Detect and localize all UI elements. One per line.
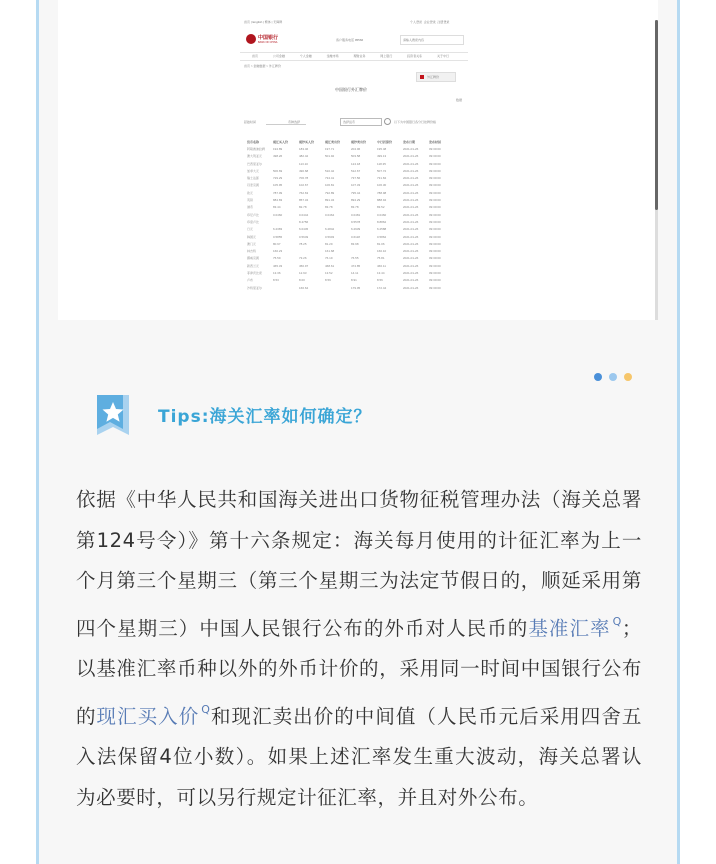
filter-value: 币种选择 xyxy=(288,120,301,124)
table-cell: 118.35 xyxy=(377,161,386,166)
table-cell: 14.11 xyxy=(351,270,359,275)
table-cell: 0.5855 xyxy=(273,234,283,239)
table-cell: 75.59 xyxy=(273,256,281,261)
table-cell: 788.98 xyxy=(377,190,387,195)
currency-select[interactable]: 选择货币 xyxy=(340,118,382,126)
divider xyxy=(240,52,468,53)
table-cell: 韩国元 xyxy=(247,234,257,239)
table-cell: 105.95 xyxy=(273,183,283,188)
divider xyxy=(240,60,468,61)
table-cell: 160.10 xyxy=(377,249,387,254)
table-cell: 73.26 xyxy=(299,256,307,261)
rates-table xyxy=(246,138,454,291)
table-cell: 09:30:00 xyxy=(429,249,441,254)
table-row xyxy=(246,262,454,269)
table-cell: 2021-01-26 xyxy=(403,183,419,188)
table-cell: 792.89 xyxy=(325,190,335,195)
table-cell: 731.84 xyxy=(377,176,387,181)
table-cell xyxy=(272,160,298,167)
table-cell: 2021-01-26 xyxy=(403,278,419,283)
table-cell: 09:30:00 xyxy=(429,212,441,217)
table-cell: 183.46 xyxy=(299,146,309,151)
table-cell: 510.42 xyxy=(325,168,335,173)
carousel-dot[interactable] xyxy=(624,373,632,381)
table-cell: 6.2939 xyxy=(351,227,361,232)
table-cell: 英镑 xyxy=(247,198,254,203)
search-input[interactable]: 请输入搜索内容 xyxy=(400,35,464,45)
table-cell: 706.78 xyxy=(299,176,309,181)
table-cell: 2021-01-26 xyxy=(403,256,419,261)
table-cell: 195.48 xyxy=(377,146,387,151)
table-cell: 09:30:00 xyxy=(429,227,441,232)
table-row xyxy=(246,160,454,167)
table-cell: 468.61 xyxy=(325,263,335,268)
main-nav[interactable]: 首页 公司金融 个人金融 金融市场 理财业务 网上银行 投资者关系 关于中行 xyxy=(252,54,450,58)
table-cell: 0.0481 xyxy=(351,212,361,217)
table-cell: 0.5903 xyxy=(325,234,335,239)
table-cell: 76.19 xyxy=(325,256,333,261)
table-cell: 466.11 xyxy=(377,263,386,268)
table-cell: 09:30:00 xyxy=(429,176,441,181)
table-cell: 729.29 xyxy=(273,176,283,181)
table-cell: 新西兰元 xyxy=(247,263,260,268)
table-cell: 482.42 xyxy=(299,154,309,159)
table-cell: 2021-01-26 xyxy=(403,176,419,181)
carousel-dot[interactable] xyxy=(594,373,602,381)
table-cell: 印度卢比 xyxy=(247,219,260,224)
table-row xyxy=(246,247,454,254)
table-header-row: 货币名称 现汇买入价 现钞买入价 现汇卖出价 现钞卖出价 中行折算价 发布日期 发布时间 xyxy=(247,139,442,144)
table-cell: 13.44 xyxy=(377,270,385,275)
table-cell: 80.97 xyxy=(273,241,281,246)
table-cell: 795.44 xyxy=(351,190,361,195)
table-cell: 巴西里亚尔 xyxy=(247,161,263,166)
benchmark-rate-link[interactable]: 基准汇率 xyxy=(528,616,611,640)
table-cell: 490.68 xyxy=(299,168,309,173)
table-row xyxy=(246,277,454,284)
table-cell: 09:30:00 xyxy=(429,190,441,195)
table-cell: 166.64 xyxy=(299,285,309,290)
table-cell xyxy=(272,218,298,225)
table-cell: 107.33 xyxy=(351,183,361,188)
table-row xyxy=(246,255,454,262)
paragraph-text: 依据《中华人民共和国海关进出口货物征税管理办法（海关总署第124号令）》第十六条规定：海关每月使用的计征汇率为上一个月第三个星期三（第三个星期三为法定节假日的，顺延采用第四个星期三）中国人民银行公布的外币对人民币的 xyxy=(76,488,642,640)
table-cell: 09:30:00 xyxy=(429,278,441,283)
table-cell: 102.67 xyxy=(299,183,309,188)
breadcrumb: 首页 > 金融数据 > 外汇牌价 xyxy=(244,64,281,68)
table-cell: 瑞士法郎 xyxy=(247,176,260,181)
table-cell: 888.94 xyxy=(377,198,387,203)
table-cell: 2021-01-26 xyxy=(403,205,419,210)
spot-buying-rate-link[interactable]: 现汇买入价 xyxy=(96,704,200,728)
table-cell: 83.78 xyxy=(325,205,333,210)
table-cell: 13.36 xyxy=(273,270,281,275)
table-cell: 194.89 xyxy=(273,146,283,151)
table-title: 中国银行外汇牌价 xyxy=(335,87,367,92)
table-cell: 501.92 xyxy=(325,154,335,159)
table-row xyxy=(246,269,454,276)
table-cell: 0.6118 xyxy=(351,234,360,239)
table-cell: 13.52 xyxy=(325,270,333,275)
table-cell: 2021-01-26 xyxy=(403,190,419,195)
table-cell: 日元 xyxy=(247,227,254,232)
table-cell: 菲律宾比索 xyxy=(247,270,263,275)
table-cell: 498.26 xyxy=(273,154,283,159)
table-cell: 197.71 xyxy=(325,146,335,151)
article-paragraph xyxy=(76,480,642,818)
carousel-dots[interactable] xyxy=(594,366,639,385)
table-cell: 0.0464 xyxy=(325,212,335,217)
table-cell: 09:30:00 xyxy=(429,154,441,159)
paragraph-text: 和现汇卖出价的中间值（人民币元后采用四舍五入法保留4位小数）。如果上述汇率发生重大波动，海关总署认为必要时，可以另行规定计征汇率，并且对外公布。 xyxy=(76,704,642,809)
table-cell: 沙特里亚尔 xyxy=(247,285,263,290)
table-row xyxy=(246,196,454,203)
table-cell: 857.34 xyxy=(299,198,309,203)
table-cell: 2021-01-26 xyxy=(403,161,419,166)
table-cell: 6.2383 xyxy=(273,227,283,232)
table-cell: 124.18 xyxy=(351,161,361,166)
table-row xyxy=(246,211,454,218)
table-cell: 2021-01-26 xyxy=(403,249,419,254)
table-cell: 81.29 xyxy=(325,241,333,246)
table-cell: 106.81 xyxy=(325,183,335,188)
table-cell: 2021-01-26 xyxy=(403,234,419,239)
table-cell: 2021-01-26 xyxy=(403,270,419,275)
table-cell: 2021-01-26 xyxy=(403,154,419,159)
table-cell: 2021-01-26 xyxy=(403,227,419,232)
table-cell xyxy=(324,284,350,291)
table-cell: 09:30:00 xyxy=(429,161,441,166)
table-cell: 81.06 xyxy=(377,241,385,246)
top-links: 首页 | English | 繁体 | 无障碍 xyxy=(244,20,283,24)
table-cell: 8.91 xyxy=(351,278,357,283)
table-cell: 澳大利亚元 xyxy=(247,154,263,159)
table-cell: 2021-01-26 xyxy=(403,168,419,173)
table-cell: 8.59 xyxy=(325,278,331,283)
table-cell: 0.5649 xyxy=(299,234,309,239)
table-cell: 09:30:00 xyxy=(429,198,441,203)
star-icon xyxy=(97,395,129,439)
table-cell: 09:30:00 xyxy=(429,270,441,275)
table-cell xyxy=(298,247,324,254)
table-row xyxy=(246,226,454,233)
update-label: 数据 xyxy=(456,98,463,102)
table-cell: 09:30:00 xyxy=(429,256,441,261)
carousel-dot[interactable] xyxy=(609,373,617,381)
table-cell: 林吉特 xyxy=(247,249,257,254)
bank-logo-icon xyxy=(246,34,256,44)
table-row xyxy=(246,240,454,247)
table-cell: 161.68 xyxy=(325,249,335,254)
top-right-links[interactable]: 个人登录 企业登录 注册登录 xyxy=(410,20,450,24)
table-cell: 09:30:00 xyxy=(429,168,441,173)
table-cell: 0.0460 xyxy=(377,212,387,217)
table-row xyxy=(246,145,454,152)
paragraph-text: ；以基准汇率币种以外的外币计价的，采用同一时间中国银行公布的 xyxy=(76,616,642,728)
table-cell: 0.0444 xyxy=(299,212,309,217)
search-icon[interactable]: Q xyxy=(612,614,622,628)
table-cell: 83.52 xyxy=(377,205,385,210)
brand-name: 中国银行 xyxy=(258,35,279,41)
table-row xyxy=(246,153,454,160)
table-row xyxy=(246,233,454,240)
brand-sub: BANK OF CHINA xyxy=(258,41,278,44)
note: 以下为中国银行各分行挂牌价格 xyxy=(394,120,437,124)
table-cell: 09:30:00 xyxy=(429,205,441,210)
table-cell: 75.81 xyxy=(377,256,385,261)
table-row xyxy=(246,182,454,189)
table-cell: 450.97 xyxy=(299,263,309,268)
table-row xyxy=(246,174,454,181)
table-cell: 6.0445 xyxy=(299,227,309,232)
table-cell: 09:30:00 xyxy=(429,263,441,268)
table-cell: 83.98 xyxy=(351,241,359,246)
table-cell: 阿联酋迪拉姆 xyxy=(247,146,266,151)
table-cell: 0.5862 xyxy=(377,234,387,239)
table-cell: 卢布 xyxy=(247,278,254,283)
table-cell: 6.2588 xyxy=(377,227,387,232)
table-cell: 884.83 xyxy=(273,198,283,203)
table-cell: 83.44 xyxy=(273,205,281,210)
table-cell: 09:30:00 xyxy=(429,219,441,224)
table-cell: 179.05 xyxy=(351,285,361,290)
filter-label: 起始时间 xyxy=(244,120,257,124)
table-cell: 加拿大元 xyxy=(247,168,260,173)
table-cell: 204.06 xyxy=(351,146,361,151)
table-cell: 160.23 xyxy=(273,249,283,254)
table-cell: 0.0460 xyxy=(273,212,283,217)
table-cell: 09:30:00 xyxy=(429,183,441,188)
table-cell: 09:30:00 xyxy=(429,146,441,151)
table-cell: 8.56 xyxy=(377,278,383,283)
table-cell: 欧元 xyxy=(247,190,254,195)
table-cell: 12.93 xyxy=(299,270,307,275)
search-icon[interactable]: Q xyxy=(201,702,211,716)
table-cell: 8.00 xyxy=(299,278,305,283)
table-cell: 09:30:00 xyxy=(429,234,441,239)
table-cell: 8.4756 xyxy=(299,219,309,224)
table-cell: 09:30:00 xyxy=(429,285,441,290)
table-cell: 印尼卢比 xyxy=(247,212,260,217)
table-row xyxy=(246,167,454,174)
tips-title: Tips:海关汇率如何确定？ xyxy=(158,407,372,427)
table-cell: 465.33 xyxy=(273,263,283,268)
table-cell: 894.29 xyxy=(351,198,361,203)
table-cell: 2021-01-26 xyxy=(403,146,419,151)
table-row xyxy=(246,218,454,225)
table-cell: 8.53 xyxy=(273,278,279,283)
table-cell xyxy=(272,284,298,291)
table-cell: 499.13 xyxy=(377,154,387,159)
table-cell: 挪威克朗 xyxy=(247,256,260,261)
table-cell: 76.55 xyxy=(351,256,359,261)
table-cell: 503.58 xyxy=(351,154,361,159)
currency-tab-button[interactable]: 外汇牌价 xyxy=(416,72,456,82)
embedded-screenshot xyxy=(240,14,468,320)
table-cell xyxy=(324,160,350,167)
table-cell: 83.78 xyxy=(351,205,359,210)
table-cell: 9.5578 xyxy=(351,219,361,224)
table-cell: 106.30 xyxy=(377,183,387,188)
table-cell: 891.34 xyxy=(325,198,335,203)
hotline: 客户服务电话 95566 xyxy=(336,38,364,42)
table-row xyxy=(246,204,454,211)
table-cell: 2021-01-26 xyxy=(403,219,419,224)
table-cell: 2021-01-26 xyxy=(403,212,419,217)
table-row xyxy=(246,284,454,291)
table-cell: 762.63 xyxy=(299,190,309,195)
scrollbar-thumb[interactable] xyxy=(655,20,658,210)
table-row xyxy=(246,189,454,196)
table-cell: 2021-01-26 xyxy=(403,198,419,203)
table-cell: 507.72 xyxy=(377,168,387,173)
table-cell: 512.67 xyxy=(351,168,361,173)
search-icon[interactable] xyxy=(384,118,391,125)
table-cell: 737.56 xyxy=(351,176,361,181)
table-cell: 2021-01-26 xyxy=(403,241,419,246)
table-cell: 8.8862 xyxy=(377,219,387,224)
table-cell: 2021-01-26 xyxy=(403,263,419,268)
table-cell: 6.2842 xyxy=(325,227,335,232)
table-body xyxy=(246,145,454,291)
table-cell: 82.78 xyxy=(299,205,307,210)
table-cell: 113.10 xyxy=(299,161,308,166)
table-cell: 2021-01-26 xyxy=(403,285,419,290)
table-cell: 78.25 xyxy=(299,241,307,246)
table-cell: 506.69 xyxy=(273,168,283,173)
table-cell xyxy=(324,218,350,225)
table-cell: 丹麦克朗 xyxy=(247,183,260,188)
table-cell: 09:30:00 xyxy=(429,241,441,246)
table-cell: 474.85 xyxy=(351,263,361,268)
table-cell: 787.09 xyxy=(273,190,283,195)
table-cell: 172.44 xyxy=(377,285,387,290)
table-cell: 港币 xyxy=(247,205,254,210)
table-cell: 澳门元 xyxy=(247,241,257,246)
table-cell xyxy=(350,247,376,254)
table-cell: 734.41 xyxy=(325,176,335,181)
